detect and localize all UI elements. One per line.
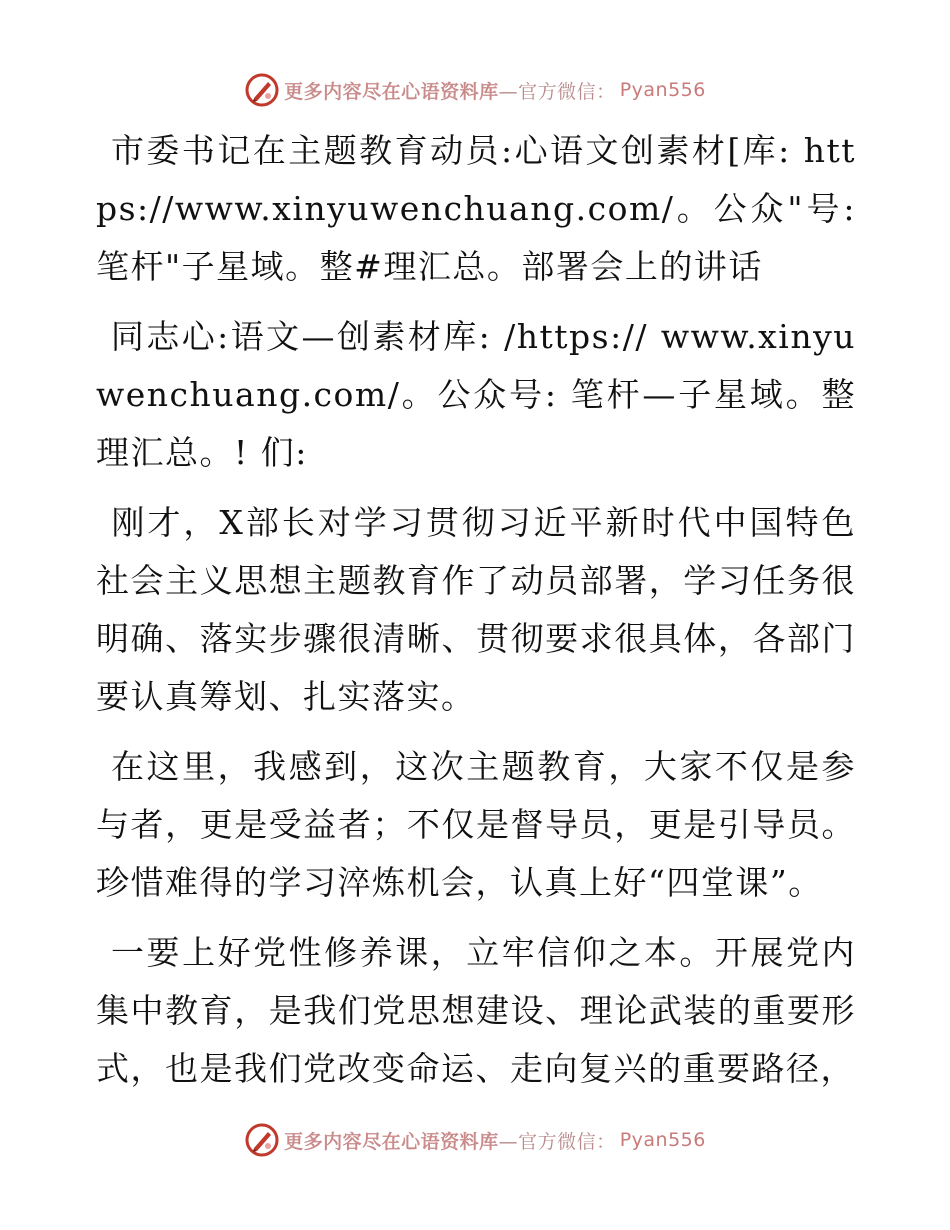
watermark-sub-text: —官方微信： xyxy=(498,80,616,103)
paragraph-salutation: 同志心:语文—创素材库: /https:// www.xinyuwenchuang.com/。公众号: 笔杆—子星域。整理汇总。! 们: xyxy=(96,317,856,472)
pen-logo-icon xyxy=(244,1122,280,1158)
paragraph-body-3: 一要上好党性修养课，立牢信仰之本。开展党内集中教育，是我们党思想建设、理论武装的重要形式，也是我们党改变命运、走向复兴的重要路径， xyxy=(96,933,856,1088)
paragraph-title: 市委书记在主题教育动员:心语文创素材[库: https://www.xinyuwenchuang.com/。公众"号: 笔杆"子星域。整#理汇总。部署会上的讲话 xyxy=(96,131,856,286)
paragraph-body-2: 在这里，我感到，这次主题教育，大家不仅是参与者，更是受益者；不仅是督导员，更是引导员。珍惜难得的学习淬炼机会，认真上好“四堂课”。 xyxy=(96,747,856,902)
header-watermark xyxy=(0,70,950,110)
footer-watermark xyxy=(0,1120,950,1160)
watermark-id-text: Pyan556 xyxy=(619,1129,706,1151)
document-body xyxy=(96,122,856,1110)
watermark-id-text: Pyan556 xyxy=(619,79,706,101)
watermark-sub-text: —官方微信： xyxy=(498,1130,616,1153)
watermark-main-text: 更多内容尽在心语资料库 xyxy=(284,1130,499,1153)
watermark-main-text: 更多内容尽在心语资料库 xyxy=(284,80,499,103)
pen-logo-icon xyxy=(244,72,280,108)
paragraph-body-1: 刚才，X部长对学习贯彻习近平新时代中国特色社会主义思想主题教育作了动员部署，学习任务很明确、落实步骤很清晰、贯彻要求很具体，各部门要认真筹划、扎实落实。 xyxy=(96,503,856,716)
